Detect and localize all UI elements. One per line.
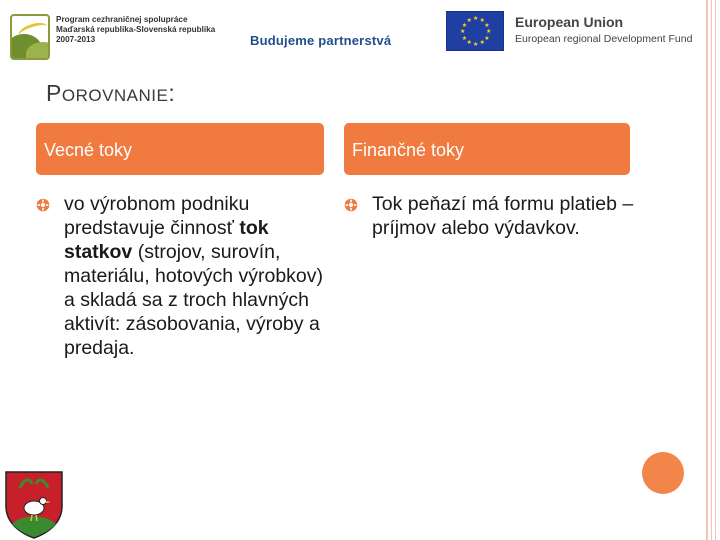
landscape-logo-icon [10,14,50,60]
eu-star-icon: ★ [466,40,472,47]
financial-flows-text: Tok peňazí má formu platieb – príjmov alebo výdavkov. [372,193,634,239]
gear-bullet-icon [344,198,358,212]
eu-star-icon: ★ [461,22,468,29]
eu-star-icon: ★ [486,29,492,35]
right-edge-stripe [715,0,716,540]
coat-of-arms-icon [2,468,66,540]
column-header-financial-flows: Finančné toky [344,123,630,175]
program-logo-line: Maďarská republika-Slovenská republika [56,25,216,34]
text-part: (strojov, surovín, materiálu, hotových výrobkov) a skladá sa z troch hlavných aktivít: zásobovania, výroby a predaja. [64,241,324,359]
eu-subtitle: European regional Development Fund [515,33,693,45]
title-rest: OROVNANIE [61,86,169,105]
right-edge-stripe [711,0,712,540]
motto-text: Budujeme partnerstvá [250,33,392,48]
eu-star-icon: ★ [466,17,472,24]
gear-bullet-icon [36,198,50,212]
material-flows-list-item [36,192,326,360]
program-logo-line: Program cezhraničnej spolupráce [56,15,188,24]
page-title [46,80,175,107]
column-header-material-flows: Vecné toky [36,123,324,175]
program-logo-line: 2007-2013 [56,35,96,44]
material-flows-text [64,192,326,360]
text-part: vo výrobnom podniku predstavuje činnosť [64,193,250,239]
eu-star-icon: ★ [479,40,485,47]
text-bold: tok statkov [64,217,269,263]
eu-star-icon: ★ [484,22,490,29]
title-suffix: : [168,80,176,106]
decorative-circle [642,452,684,494]
eu-flag-icon [446,11,504,51]
title-initial: P [46,80,62,106]
right-edge-stripe [706,0,708,540]
program-logo-text [56,15,215,45]
eu-star-icon: ★ [484,35,490,42]
eu-star-icon: ★ [461,35,468,42]
eu-star-icon: ★ [479,17,485,24]
eu-star-icon: ★ [460,29,466,35]
program-logo [10,12,240,64]
eu-star-icon: ★ [473,42,479,48]
eu-star-icon: ★ [473,16,479,22]
financial-flows-list-item [344,192,634,240]
eu-title: European Union [515,14,624,30]
